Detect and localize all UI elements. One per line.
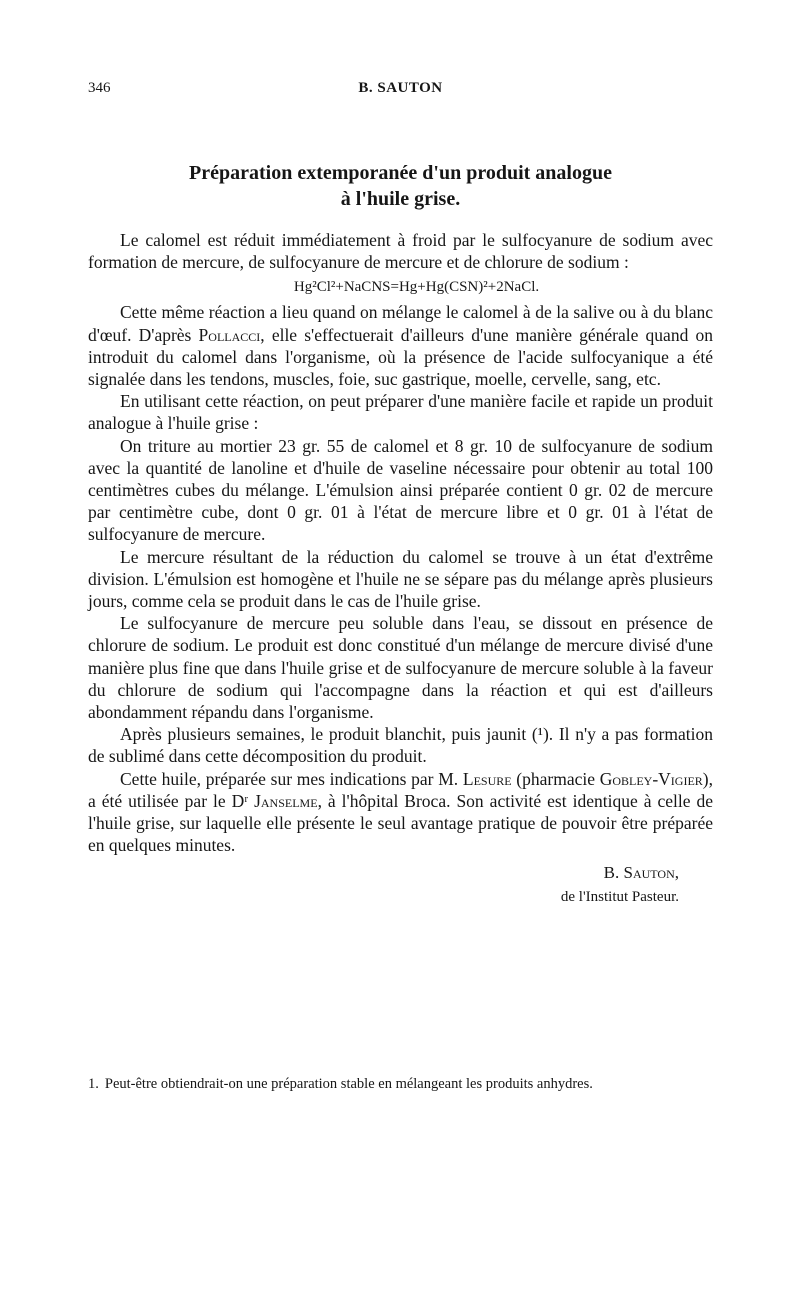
paragraph-8	[88, 768, 713, 857]
author-name-pollacci: Pollacci	[198, 324, 261, 345]
signature-initial: B.	[603, 863, 624, 883]
paragraph-4: On triture au mortier 23 gr. 55 de calomel et 8 gr. 10 de sulfocyanure de sodium avec la quantité de lanoline et d'huile de vaseline nécessaire pour obtenir au total 100 centimètres cubes du mélange. L'émulsion ainsi préparée contient 0 gr. 02 de mercure par centimètre cube, dont 0 gr. 01 à l'état de mercure libre et 0 gr. 01 à l'état de sulfocyanure de mercure.	[88, 435, 713, 545]
paragraph-8-d: , à l'hôpital Broca. Son activité est identique à celle de l'huile grise, sur laquelle elle présente le seul avantage pratique de pouvoir être préparée en quelques minutes.	[88, 790, 713, 856]
chemical-equation: Hg²Cl²+NaCNS=Hg+Hg(CSN)²+2NaCl.	[293, 279, 540, 296]
paragraph-8-b: (pharmacie	[511, 768, 600, 789]
name-janselme: Janselme	[254, 790, 318, 811]
paragraph-2-start: Cette même réaction a lieu quand on mélange le calomel à de la salive ou à du blanc d'œuf. D'après	[88, 302, 713, 345]
signature-name: Sauton	[623, 863, 675, 883]
paragraph-6: Le sulfocyanure de mercure peu soluble dans l'eau, se dissout en présence de chlorure de sodium. Le produit est donc constitué d'un mélange de mercure divisé d'une manière plus fine que dans l'huile grise et de sulfocyanure de mercure soluble à la faveur du chlorure de sodium qui l'accompagne dans la réaction et qui est d'ailleurs abondamment répandu dans l'organisme.	[88, 613, 713, 723]
page-number: 346	[88, 80, 111, 96]
name-gobley-vigier: Gobley-Vigier	[599, 768, 703, 789]
paragraph-5: Le mercure résultant de la réduction du calomel se trouve à un état d'extrême division. L'émulsion est homogène et l'huile ne se sépare pas du mélange après plusieurs jours, comme cela se produit dans le cas de l'huile grise.	[88, 546, 713, 612]
paragraph-2	[88, 301, 713, 390]
footnote-text: Peut-être obtiendrait-on une préparation stable en mélangeant les produits anhydres.	[104, 1076, 593, 1092]
signature-comma: ,	[674, 863, 679, 883]
paragraph-7: Après plusieurs semaines, le produit blanchit, puis jaunit (¹). Il n'y a pas formation de sublimé dans cette décomposition du produit.	[88, 724, 713, 767]
running-head: B. SAUTON	[358, 80, 443, 96]
footnote	[88, 1074, 688, 1094]
paragraph-8-a: Cette huile, préparée sur mes indications par M.	[120, 768, 463, 789]
paragraph-2-end: , elle s'effectuerait d'ailleurs d'une manière générale quand on introduit du calomel dans l'organisme, où la présence de l'acide sulfocyanique a été signalée dans les tendons, muscles, foie, suc gastrique, moelle, cervelle, sang, etc.	[88, 324, 713, 390]
paragraph-1: Le calomel est réduit immédiatement à froid par le sulfocyanure de sodium avec formation de mercure, de sulfocyanure de mercure et de chlorure de sodium :	[88, 230, 713, 273]
paragraph-8-c: ), a été utilisée par le Dʳ	[88, 768, 713, 811]
affiliation: de l'Institut Pasteur.	[560, 889, 679, 906]
title-line-2: à l'huile grise.	[340, 188, 461, 210]
article-title	[88, 160, 713, 212]
signature	[88, 862, 713, 884]
title-line-1: Préparation extemporanée d'un produit analogue	[189, 162, 612, 184]
footnote-number: 1.	[88, 1076, 99, 1092]
article-body	[88, 229, 713, 908]
page-header	[88, 80, 713, 104]
name-lesure: Lesure	[462, 768, 512, 789]
paragraph-3: En utilisant cette réaction, on peut préparer d'une manière facile et rapide un produit analogue à l'huile grise :	[88, 391, 713, 434]
